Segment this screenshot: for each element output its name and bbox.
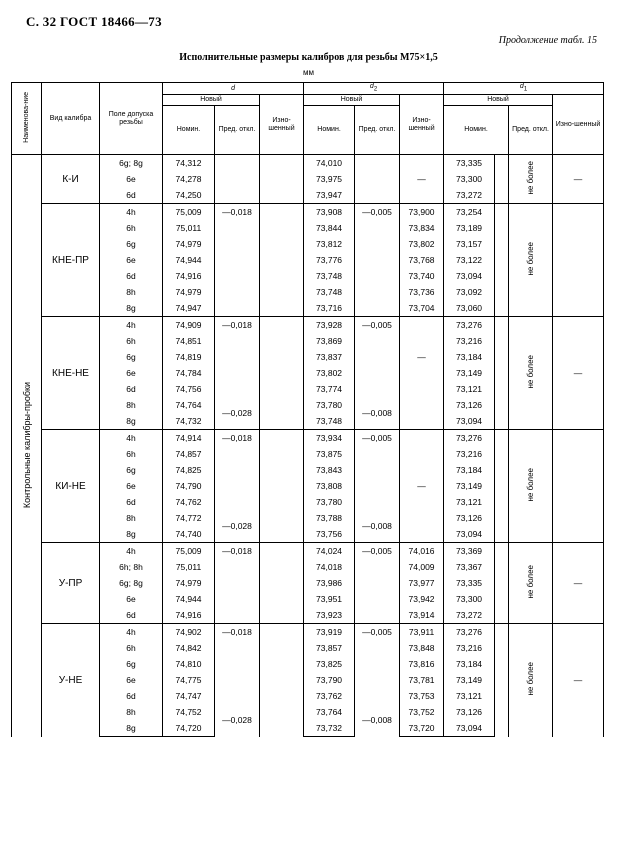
tolerance-cell: 6d [100,688,163,704]
header-d-nominal: Номин. [163,106,215,155]
tolerance-cell: 6e [100,591,163,607]
tolerance-cell: 6h [100,220,163,236]
header-d1: d1 [444,83,604,95]
d2-nominal-cell: 73,843 [304,462,355,478]
d-worn-cell [260,333,304,397]
d2-deviation-cell [355,446,400,510]
d1-nominal-cell: 73,184 [444,462,495,478]
d-worn-cell [260,204,304,221]
d-nominal-cell: 74,857 [163,446,215,462]
d-worn-cell [260,220,304,284]
d1-nominal-cell: 73,367 [444,559,495,575]
tolerance-cell: 6g [100,236,163,252]
header-d1-nominal: Номин. [444,106,509,155]
not-more-label: не более [526,468,536,502]
d2-deviation-cell [355,284,400,317]
d-worn-cell [260,317,304,334]
d2-nominal-cell: 73,857 [304,640,355,656]
d-nominal-cell: 74,756 [163,381,215,397]
d2-worn-cell: 73,977 [400,575,444,591]
d-nominal-cell: 74,819 [163,349,215,365]
d1-nominal-cell: 73,216 [444,446,495,462]
d2-worn-cell [400,462,444,478]
d-deviation-cell: —0,028 [215,704,260,737]
header-d2-worn: Изно-шенный [400,95,444,155]
header-d1-deviation: Пред. откл. [509,106,553,155]
tolerance-cell: 8h [100,704,163,720]
d2-worn-cell: 74,009 [400,559,444,575]
d2-worn-cell [400,187,444,204]
d1-nominal-cell: 73,094 [444,526,495,543]
tolerance-cell: 8g [100,720,163,737]
d1-nominal-cell: 73,121 [444,494,495,510]
d-nominal-cell: 74,312 [163,155,215,172]
d1-nominal-cell: 73,189 [444,220,495,236]
d2-deviation-cell: —0,005 [355,543,400,560]
d1-nominal-cell: 73,126 [444,510,495,526]
d-deviation-cell: —0,018 [215,543,260,560]
d-nominal-cell: 75,011 [163,559,215,575]
d2-worn-cell: 73,911 [400,624,444,641]
tolerance-cell: 4h [100,204,163,221]
d2-nominal-cell: 73,732 [304,720,355,737]
d2-deviation-cell [355,220,400,284]
tolerance-cell: 4h [100,317,163,334]
d2-nominal-cell: 73,802 [304,365,355,381]
d2-worn-cell: — [400,478,444,494]
not-more-cell [509,204,553,317]
d2-worn-cell: 73,914 [400,607,444,624]
d1-nominal-cell: 73,149 [444,478,495,494]
d1-nominal-cell: 73,122 [444,252,495,268]
tolerance-cell: 6e [100,252,163,268]
tolerance-cell: 6g; 8g [100,155,163,172]
tolerance-cell: 6h [100,446,163,462]
d2-nominal-cell: 73,748 [304,284,355,300]
gauge-kind: КНЕ-ПР [42,204,100,317]
d2-nominal-cell: 73,716 [304,300,355,317]
tolerance-cell: 6d [100,381,163,397]
d-deviation-cell [215,155,260,204]
d2-nominal-cell: 73,951 [304,591,355,607]
page-header: С. 32 ГОСТ 18466—73 [26,14,162,29]
not-more-cell [509,317,553,430]
d-deviation-cell: —0,018 [215,430,260,447]
d1-nominal-cell: 73,184 [444,349,495,365]
d-worn-cell [260,397,304,430]
table-row [12,204,604,221]
d2-nominal-cell: 74,024 [304,543,355,560]
spacer-cell [495,430,509,543]
d-nominal-cell: 74,747 [163,688,215,704]
header-d2: d2 [304,83,444,95]
d1-nominal-cell: 73,121 [444,688,495,704]
d-nominal-cell: 74,790 [163,478,215,494]
d2-worn-cell: 73,720 [400,720,444,737]
table-row [12,430,604,447]
group-label: Контрольные калибры-пробки [21,381,32,508]
d-nominal-cell: 74,947 [163,300,215,317]
d2-deviation-cell [355,640,400,704]
d-nominal-cell: 74,732 [163,413,215,430]
header-d-worn: Изно-шенный [260,95,304,155]
d1-nominal-cell: 73,216 [444,640,495,656]
tolerance-cell: 4h [100,624,163,641]
d1-nominal-cell: 73,272 [444,607,495,624]
d2-nominal-cell: 73,869 [304,333,355,349]
d2-nominal-cell: 73,986 [304,575,355,591]
d2-nominal-cell: 73,923 [304,607,355,624]
table-continuation-note: Продолжение табл. 15 [498,35,597,46]
d-deviation-cell: —0,028 [215,397,260,430]
tolerance-cell: 6e [100,365,163,381]
d1-nominal-cell: 73,254 [444,204,495,221]
d-deviation-cell [215,284,260,317]
d-nominal-cell: 74,979 [163,284,215,300]
d2-nominal-cell: 73,908 [304,204,355,221]
d2-deviation-cell [355,155,400,204]
d-nominal-cell: 74,851 [163,333,215,349]
not-more-label: не более [526,242,536,276]
d-nominal-cell: 74,916 [163,268,215,284]
d1-nominal-cell: 73,300 [444,171,495,187]
d2-nominal-cell: 73,788 [304,510,355,526]
d-deviation-cell: —0,018 [215,624,260,641]
tolerance-cell: 8g [100,526,163,543]
d2-worn-cell [400,494,444,510]
d2-worn-cell: 73,740 [400,268,444,284]
d-worn-cell [260,510,304,543]
header-tolerance: Поле допуска резьбы [100,83,163,155]
d2-nominal-cell: 74,010 [304,155,355,172]
table-row [12,155,604,172]
d-worn-cell [260,543,304,560]
d2-worn-cell: 73,753 [400,688,444,704]
d1-nominal-cell: 73,276 [444,317,495,334]
d2-worn-cell: 73,816 [400,656,444,672]
d2-worn-cell: 73,942 [400,591,444,607]
d2-deviation-cell: —0,008 [355,704,400,737]
group-label-cell [12,155,42,737]
d2-worn-cell [400,526,444,543]
d1-nominal-cell: 73,094 [444,268,495,284]
d2-deviation-cell: —0,008 [355,510,400,543]
d2-nominal-cell: 74,018 [304,559,355,575]
header-d-deviation: Пред. откл. [215,106,260,155]
d2-deviation-cell [355,333,400,397]
d2-nominal-cell: 73,808 [304,478,355,494]
d-nominal-cell: 74,740 [163,526,215,543]
not-more-label: не более [526,662,536,696]
d1-worn-cell [553,204,604,317]
d-nominal-cell: 74,902 [163,624,215,641]
d-nominal-cell: 74,775 [163,672,215,688]
d-nominal-cell: 74,752 [163,704,215,720]
d2-nominal-cell: 73,774 [304,381,355,397]
d-nominal-cell: 74,944 [163,591,215,607]
d-worn-cell [260,446,304,510]
d-nominal-cell: 75,009 [163,543,215,560]
d2-worn-cell: 73,781 [400,672,444,688]
gauge-dimensions-table [11,82,604,737]
d2-nominal-cell: 73,825 [304,656,355,672]
d-worn-cell [260,624,304,641]
d1-worn-cell [553,430,604,543]
d1-worn-cell: — [553,155,604,204]
d-nominal-cell: 74,764 [163,397,215,413]
tolerance-cell: 8h [100,510,163,526]
d1-nominal-cell: 73,276 [444,624,495,641]
d1-nominal-cell: 73,369 [444,543,495,560]
d1-nominal-cell: 73,149 [444,672,495,688]
tolerance-cell: 4h [100,430,163,447]
d2-nominal-cell: 73,748 [304,268,355,284]
spacer-cell [495,543,509,624]
d-nominal-cell: 74,914 [163,430,215,447]
gauge-kind: У-НЕ [42,624,100,737]
tolerance-cell: 6g [100,462,163,478]
d2-nominal-cell: 73,837 [304,349,355,365]
tolerance-cell: 6e [100,171,163,187]
gauge-kind: КНЕ-НЕ [42,317,100,430]
header-d2-new: Новый [304,95,400,106]
d-nominal-cell: 74,720 [163,720,215,737]
tolerance-cell: 8g [100,300,163,317]
d2-worn-cell [400,381,444,397]
table-title: Исполнительные размеры калибров для резьбы М75×1,5 [179,52,438,63]
d-nominal-cell: 74,842 [163,640,215,656]
d2-worn-cell [400,365,444,381]
d2-worn-cell [400,397,444,413]
units-label: мм [303,68,314,77]
d1-nominal-cell: 73,335 [444,155,495,172]
header-d2-nominal: Номин. [304,106,355,155]
d2-nominal-cell: 73,748 [304,413,355,430]
not-more-label: не более [526,355,536,389]
header-d1-worn: Изно-шенный [553,95,604,155]
d2-nominal-cell: 73,776 [304,252,355,268]
d-deviation-cell [215,559,260,624]
d2-worn-cell: 73,848 [400,640,444,656]
d2-nominal-cell: 73,875 [304,446,355,462]
d2-nominal-cell: 73,762 [304,688,355,704]
not-more-cell [509,155,553,204]
table-row [12,543,604,560]
d1-nominal-cell: 73,121 [444,381,495,397]
d2-worn-cell: 73,834 [400,220,444,236]
tolerance-cell: 6g; 8g [100,575,163,591]
d1-nominal-cell: 73,276 [444,430,495,447]
tolerance-cell: 8h [100,284,163,300]
d2-worn-cell [400,510,444,526]
d2-nominal-cell: 73,812 [304,236,355,252]
d-nominal-cell: 75,009 [163,204,215,221]
d2-deviation-cell: —0,005 [355,624,400,641]
d1-nominal-cell: 73,094 [444,720,495,737]
d-nominal-cell: 74,825 [163,462,215,478]
d2-nominal-cell: 73,780 [304,494,355,510]
d1-nominal-cell: 73,126 [444,704,495,720]
d2-nominal-cell: 73,844 [304,220,355,236]
d2-worn-cell: — [400,349,444,365]
header-d2-deviation: Пред. откл. [355,106,400,155]
d1-nominal-cell: 73,157 [444,236,495,252]
gauge-kind: У-ПР [42,543,100,624]
not-more-label: не более [526,565,536,599]
d2-nominal-cell: 73,764 [304,704,355,720]
d2-worn-cell [400,155,444,172]
table-row [12,317,604,334]
tolerance-cell: 6d [100,268,163,284]
d2-nominal-cell: 73,919 [304,624,355,641]
header-kind: Вид калибра [42,83,100,155]
d-nominal-cell: 74,979 [163,236,215,252]
d1-worn-cell: — [553,317,604,430]
d1-nominal-cell: 73,335 [444,575,495,591]
spacer-cell [495,624,509,737]
d1-nominal-cell: 73,092 [444,284,495,300]
d-deviation-cell [215,640,260,704]
d-worn-cell [260,640,304,704]
tolerance-cell: 6h; 8h [100,559,163,575]
d2-nominal-cell: 73,947 [304,187,355,204]
d2-deviation-cell: —0,005 [355,430,400,447]
table-body [12,155,604,737]
d2-worn-cell [400,446,444,462]
d2-worn-cell: 73,736 [400,284,444,300]
gauge-kind: К-И [42,155,100,204]
d-nominal-cell: 74,979 [163,575,215,591]
d-nominal-cell: 74,784 [163,365,215,381]
tolerance-cell: 6h [100,640,163,656]
d2-deviation-cell: —0,005 [355,317,400,334]
d-deviation-cell: —0,018 [215,317,260,334]
d1-nominal-cell: 73,272 [444,187,495,204]
not-more-cell [509,543,553,624]
d-nominal-cell: 74,762 [163,494,215,510]
d1-nominal-cell: 73,300 [444,591,495,607]
d-nominal-cell: 75,011 [163,220,215,236]
d2-nominal-cell: 73,975 [304,171,355,187]
d-deviation-cell [215,446,260,510]
d1-worn-cell: — [553,624,604,737]
d-deviation-cell: —0,018 [215,204,260,221]
d2-nominal-cell: 73,756 [304,526,355,543]
d2-nominal-cell: 73,928 [304,317,355,334]
d2-worn-cell: — [400,171,444,187]
header-d1-new: Новый [444,95,553,106]
d2-worn-cell: 73,802 [400,236,444,252]
d-deviation-cell [215,220,260,284]
spacer-cell [495,204,509,317]
tolerance-cell: 4h [100,543,163,560]
d-nominal-cell: 74,250 [163,187,215,204]
not-more-label: не более [526,161,536,195]
d2-nominal-cell: 73,790 [304,672,355,688]
header-d-new: Новый [163,95,260,106]
d2-worn-cell [400,413,444,430]
spacer-cell [495,317,509,430]
d-worn-cell [260,704,304,737]
d1-nominal-cell: 73,060 [444,300,495,317]
d-nominal-cell: 74,810 [163,656,215,672]
d1-nominal-cell: 73,184 [444,656,495,672]
tolerance-cell: 8g [100,413,163,430]
d2-worn-cell: 73,768 [400,252,444,268]
spacer-cell [495,155,509,204]
d-deviation-cell [215,333,260,397]
d2-deviation-cell [355,559,400,624]
table-row [12,624,604,641]
d-worn-cell [260,155,304,204]
tolerance-cell: 6d [100,607,163,624]
d1-nominal-cell: 73,126 [444,397,495,413]
d2-worn-cell [400,333,444,349]
tolerance-cell: 6e [100,478,163,494]
header-d: d [163,83,304,95]
not-more-cell [509,624,553,737]
d-nominal-cell: 74,909 [163,317,215,334]
tolerance-cell: 8h [100,397,163,413]
tolerance-cell: 6g [100,349,163,365]
d2-deviation-cell: —0,008 [355,397,400,430]
d2-nominal-cell: 73,934 [304,430,355,447]
tolerance-cell: 6d [100,494,163,510]
d2-worn-cell: 73,704 [400,300,444,317]
d-nominal-cell: 74,772 [163,510,215,526]
d2-worn-cell: 74,016 [400,543,444,560]
d2-worn-cell [400,317,444,334]
d-worn-cell [260,559,304,624]
d-worn-cell [260,284,304,317]
tolerance-cell: 6d [100,187,163,204]
d1-nominal-cell: 73,216 [444,333,495,349]
d-worn-cell [260,430,304,447]
d1-nominal-cell: 73,149 [444,365,495,381]
d-deviation-cell: —0,028 [215,510,260,543]
d2-worn-cell [400,430,444,447]
d2-worn-cell: 73,752 [400,704,444,720]
header-naming: Наименова-ние [12,83,42,155]
d-nominal-cell: 74,944 [163,252,215,268]
tolerance-cell: 6h [100,333,163,349]
tolerance-cell: 6e [100,672,163,688]
d2-worn-cell: 73,900 [400,204,444,221]
d-nominal-cell: 74,278 [163,171,215,187]
d2-nominal-cell: 73,780 [304,397,355,413]
d-nominal-cell: 74,916 [163,607,215,624]
tolerance-cell: 6g [100,656,163,672]
not-more-cell [509,430,553,543]
gauge-kind: КИ-НЕ [42,430,100,543]
d1-worn-cell: — [553,543,604,624]
d2-deviation-cell: —0,005 [355,204,400,221]
table-header [12,83,604,155]
d1-nominal-cell: 73,094 [444,413,495,430]
